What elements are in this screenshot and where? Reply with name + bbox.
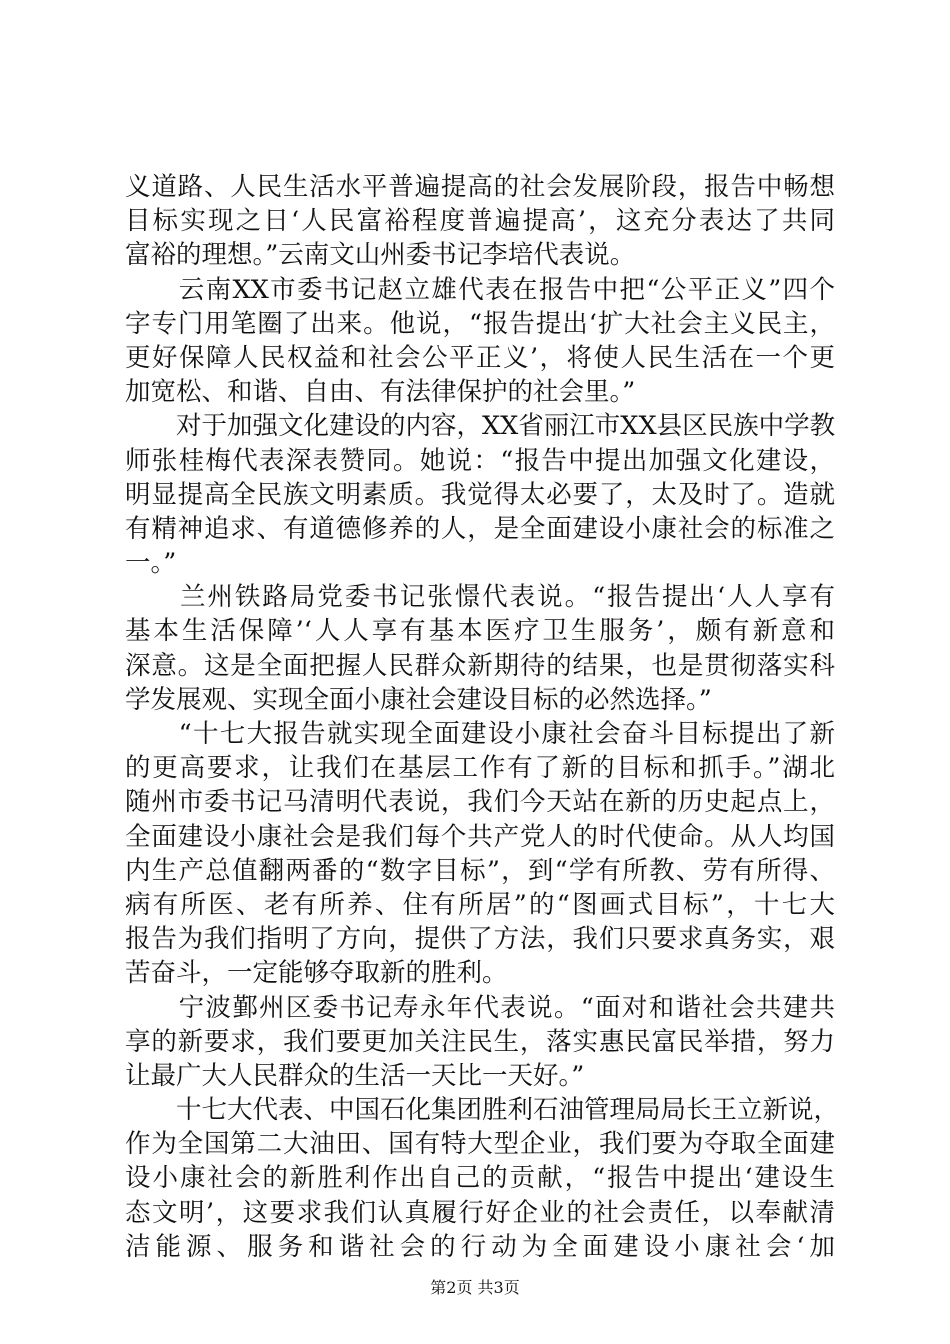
document-body: [125, 170, 840, 1264]
text-line: 加宽松、和谐、自由、有法律保护的社会里。”: [125, 377, 636, 408]
text-line: 享的新要求，我们要更加关注民生，落实惠民富民举措，努力: [125, 1026, 835, 1057]
text-line: 学发展观、实现全面小康社会建设目标的必然选择。”: [125, 684, 712, 715]
text-line: 义道路、人民生活水平普遍提高的社会发展阶段，报告中畅想: [125, 172, 835, 202]
text-line: 全面建设小康社会是我们每个共产党人的时代使命。从人均国: [125, 821, 835, 852]
text-line: 有精神追求、有道德修养的人，是全面建设小康社会的标准之: [125, 513, 835, 544]
text-line: 的更高要求，让我们在基层工作有了新的目标和抓手。”湖北: [125, 753, 835, 784]
text-line: 设小康社会的新胜利作出自己的贡献，“报告中提出‘建设生: [125, 1163, 835, 1194]
text-line: 目标实现之日‘人民富裕程度普遍提高’，这充分表达了共同: [125, 206, 835, 237]
text-line: 基本生活保障’‘人人享有基本医疗卫生服务’，颇有新意和: [125, 616, 835, 647]
text-line: 字专门用笔圈了出来。他说，“报告提出‘扩大社会主义民主，: [125, 308, 835, 339]
text-line: “十七大报告就实现全面建设小康社会奋斗目标提出了新: [125, 719, 835, 749]
text-line: 态文明’，这要求我们认真履行好企业的社会责任，以奉献清: [125, 1197, 835, 1228]
text-line: 洁能源、服务和谐社会的行动为全面建设小康社会‘加: [125, 1231, 835, 1262]
text-line: 十七大代表、中国石化集团胜利石油管理局局长王立新说，: [125, 1095, 840, 1126]
text-line: 宁波鄞州区委书记寿永年代表说。“面对和谐社会共建共: [125, 992, 835, 1023]
text-line: 作为全国第二大油田、国有特大型企业，我们要为夺取全面建: [125, 1129, 835, 1160]
text-line: 富裕的理想。”云南文山州委书记李培代表说。: [125, 240, 636, 271]
text-line: 病有所医、老有所养、住有所居”的“图画式目标”，十七大: [125, 889, 835, 920]
text-line: 更好保障人民权益和社会公平正义’，将使人民生活在一个更: [125, 342, 835, 373]
text-line: 深意。这是全面把握人民群众新期待的结果，也是贯彻落实科: [125, 650, 835, 681]
text-line: 兰州铁路局党委书记张憬代表说。“报告提出‘人人享有: [125, 582, 835, 613]
text-line: 苦奋斗，一定能够夺取新的胜利。: [125, 958, 508, 989]
text-line: 明显提高全民族文明素质。我觉得太必要了，太及时了。造就: [125, 479, 835, 510]
page-footer: 第2页 共3页: [430, 1278, 520, 1297]
text-line: 随州市委书记马清明代表说，我们今天站在新的历史起点上，: [125, 787, 835, 818]
text-line: 让最广大人民群众的生活一天比一天好。”: [125, 1060, 585, 1091]
text-line: 云南XX市委书记赵立雄代表在报告中把“公平正义”四个: [125, 274, 835, 305]
text-line: 报告为我们指明了方向，提供了方法，我们只要求真务实，艰: [125, 924, 835, 955]
text-line: 对于加强文化建设的内容，XX省丽江市XX县区民族中学教: [125, 411, 836, 442]
text-line: 师张桂梅代表深表赞同。她说：“报告中提出加强文化建设，: [125, 445, 835, 476]
text-line: 内生产总值翻两番的“数字目标”，到“学有所教、劳有所得、: [125, 855, 835, 886]
text-line: 一。”: [125, 548, 177, 579]
